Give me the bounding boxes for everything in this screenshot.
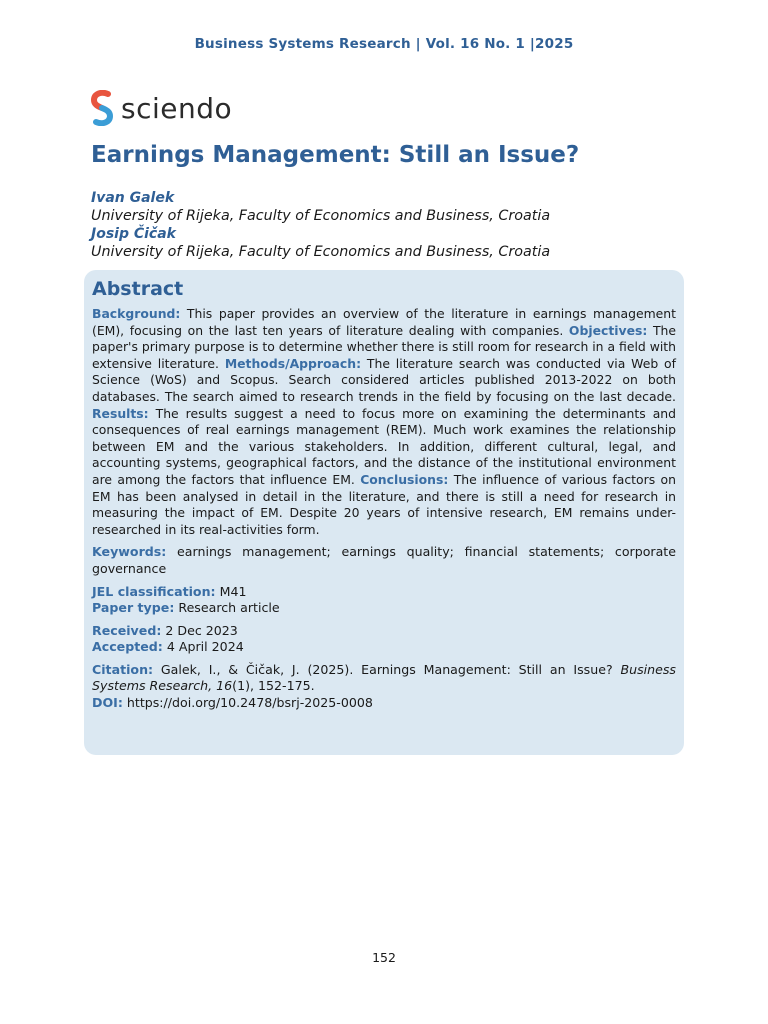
accepted-value: 4 April 2024 — [162, 639, 244, 655]
objectives-text: The paper's primary purpose is to determine whether there is still room for research in a field with extensive literature. — [92, 322, 676, 371]
dates-block — [92, 623, 676, 656]
jel-label: JEL classification: — [92, 583, 216, 599]
keywords — [92, 544, 676, 577]
background-text: This paper provides an overview of the literature in earnings management (EM), focusing on the last ten years of literature dealing with companies. — [92, 306, 676, 338]
paper-type-label: Paper type: — [92, 600, 175, 616]
sciendo-logo — [91, 88, 232, 128]
journal-header: Business Systems Research | Vol. 16 No. 1 |2025 — [194, 36, 574, 52]
citation-tail: (1), 152-175. — [232, 678, 315, 694]
results-label: Results: — [92, 405, 149, 421]
author-affiliation: University of Rijeka, Faculty of Economics and Business, Croatia — [91, 244, 551, 260]
paper-title: Earnings Management: Still an Issue? — [91, 142, 580, 168]
received-value: 2 Dec 2023 — [161, 622, 238, 638]
objectives-label: Objectives: — [568, 322, 648, 338]
citation-text: Galek, I., & Čičak, J. (2025). Earnings Management: Still an Issue? — [153, 661, 621, 677]
jel-value: M41 — [215, 583, 247, 599]
author-name: Josip Čičak — [91, 226, 176, 242]
methods-label: Methods/Approach: — [224, 355, 362, 371]
abstract-text — [92, 306, 676, 538]
page-number: 152 — [372, 950, 396, 965]
citation-block — [92, 662, 676, 712]
citation-journal: Business Systems Research, 16 — [92, 661, 676, 694]
sciendo-logo-icon — [91, 90, 113, 126]
conclusions-label: Conclusions: — [360, 471, 449, 487]
authors-block — [91, 189, 691, 261]
abstract-heading: Abstract — [92, 278, 184, 300]
keywords-label: Keywords: — [92, 544, 167, 560]
paper-type-value: Research article — [174, 600, 280, 616]
keywords-value: earnings management; earnings quality; financial statements; corporate governance — [92, 544, 676, 576]
logo-text: sciendo — [121, 91, 233, 125]
classification-block — [92, 584, 676, 617]
author-affiliation: University of Rijeka, Faculty of Economics and Business, Croatia — [91, 208, 551, 224]
background-label: Background: — [92, 306, 181, 321]
citation-label: Citation: — [92, 661, 154, 677]
abstract-box — [84, 270, 684, 755]
results-text: The results suggest a need to focus more on examining the determinants and consequences of real earnings management (REM). Much work examines the relationship between EM and the various stakeholders. In addition, different cultural, legal, and accounting systems, geographical factors, and the distance of the institutional environment are among the factors that influence EM. — [92, 405, 676, 487]
received-label: Received: — [92, 622, 162, 638]
methods-text: The literature search was conducted via Web of Science (WoS) and Scopus. Search considered articles published 2013-2022 on both databases. The search aimed to research trends in the field by focusing on the last decade. — [92, 355, 676, 404]
accepted-label: Accepted: — [92, 639, 163, 655]
doi-link[interactable]: https://doi.org/10.2478/bsrj-2025-0008 — [122, 695, 373, 711]
doi-label: DOI: — [92, 695, 123, 711]
author-name: Ivan Galek — [91, 190, 175, 206]
conclusions-text: The influence of various factors on EM has been analysed in detail in the literature, and there is still a need for research in measuring the impact of EM. Despite 20 years of intensive research, EM remains under-researched in its real-activities form. — [92, 471, 676, 537]
